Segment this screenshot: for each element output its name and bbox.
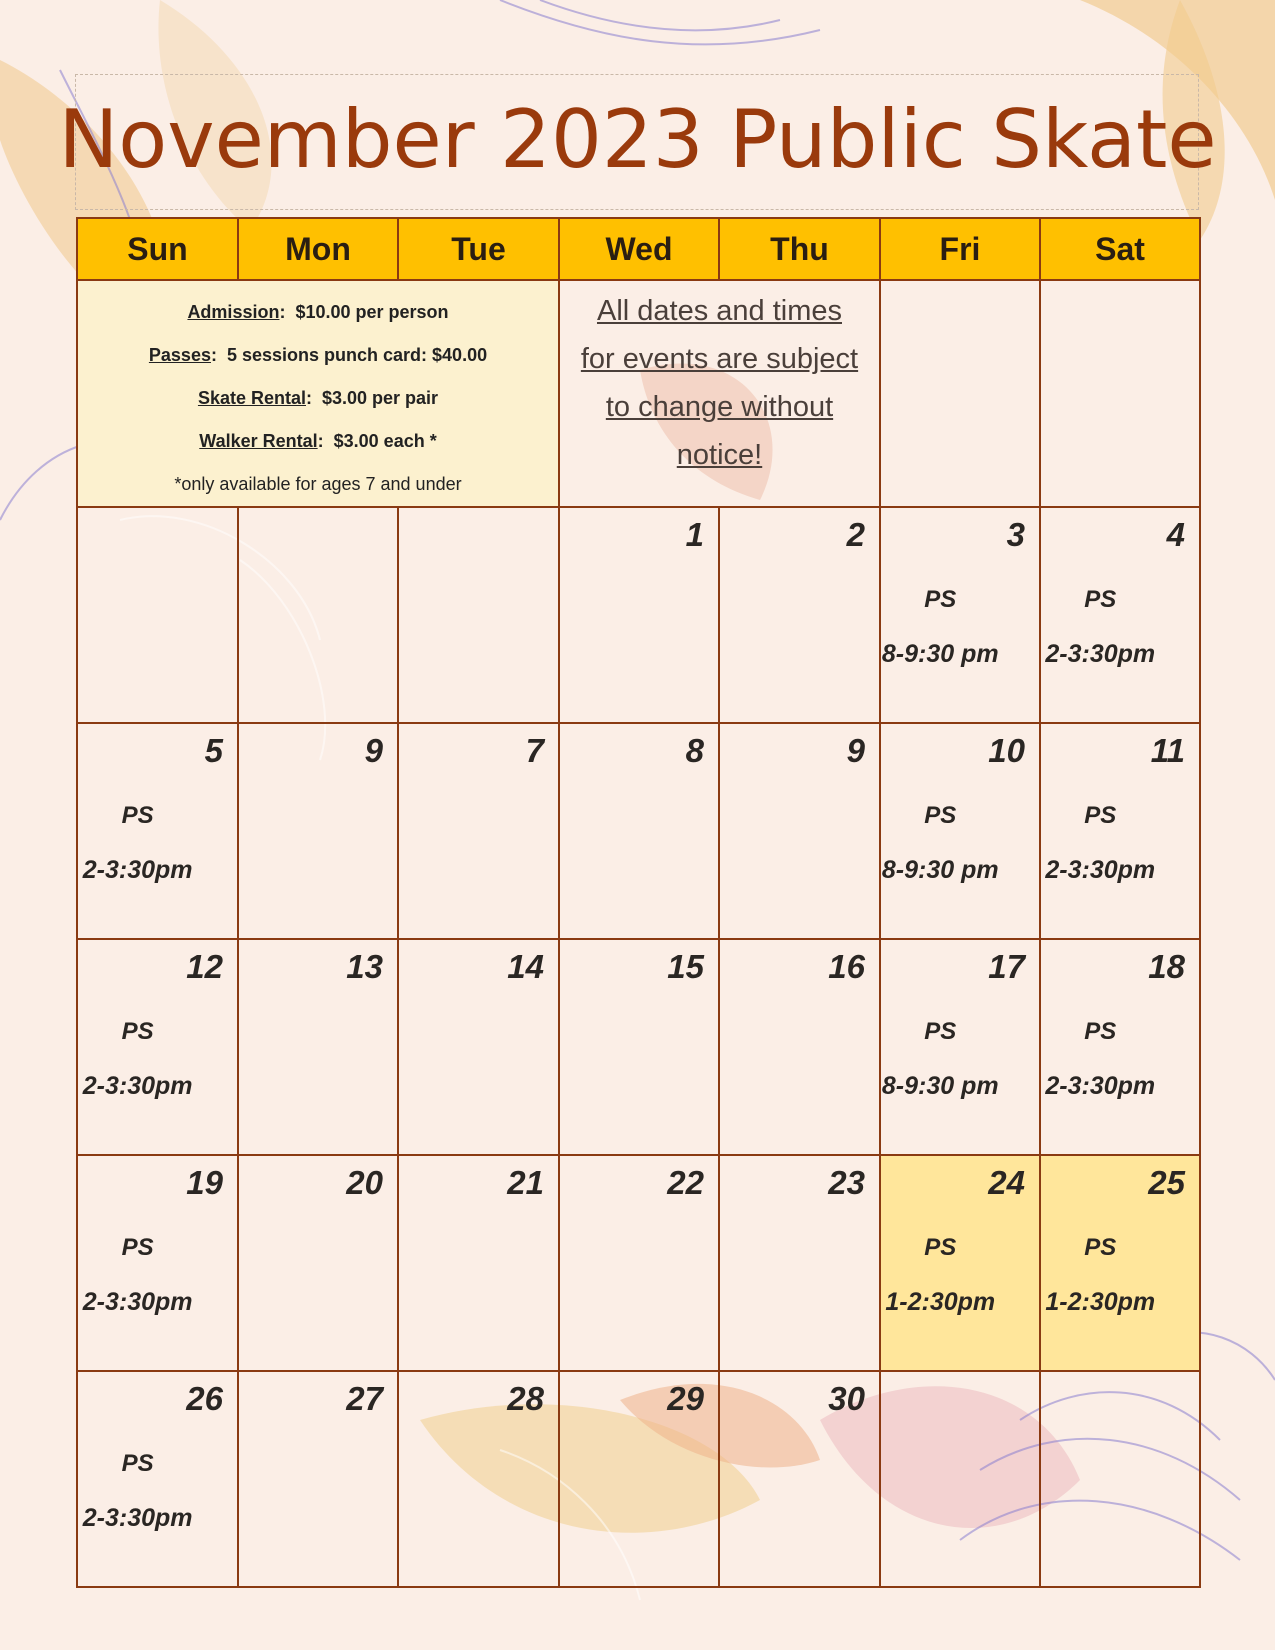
passes-line: Passes: 5 sessions punch card: $40.00 bbox=[148, 345, 488, 365]
day-cell bbox=[719, 939, 880, 1155]
day-cell bbox=[1040, 723, 1200, 939]
event-code: PS bbox=[924, 1234, 957, 1261]
event-code: PS bbox=[924, 586, 957, 613]
weekday-header: Wed bbox=[559, 218, 719, 280]
day-cell bbox=[238, 723, 398, 939]
event-code: PS bbox=[121, 1234, 154, 1261]
event-time: 2-3:30pm bbox=[82, 1504, 193, 1532]
week-row bbox=[77, 1371, 1200, 1587]
day-cell bbox=[559, 507, 719, 723]
event-time: 2-3:30pm bbox=[82, 1288, 193, 1316]
day-number: 5 bbox=[204, 732, 223, 769]
day-cell bbox=[77, 507, 238, 723]
day-number: 12 bbox=[186, 948, 223, 985]
week-row bbox=[77, 507, 1200, 723]
day-number: 9 bbox=[364, 732, 383, 769]
weekday-header-row bbox=[77, 218, 1200, 280]
day-number: 24 bbox=[988, 1164, 1025, 1201]
admission-value: $10.00 per person bbox=[295, 302, 449, 322]
day-cell bbox=[238, 1371, 398, 1587]
day-cell bbox=[880, 1155, 1040, 1371]
day-number: 29 bbox=[667, 1380, 704, 1417]
day-number: 23 bbox=[828, 1164, 865, 1201]
age-footnote: *only available for ages 7 and under bbox=[174, 474, 462, 494]
event-time: 1-2:30pm bbox=[1045, 1288, 1156, 1316]
weekday-header: Thu bbox=[719, 218, 880, 280]
admission-line: Admission: $10.00 per person bbox=[187, 302, 449, 322]
day-number: 8 bbox=[685, 732, 704, 769]
day-number: 16 bbox=[828, 948, 865, 985]
event-code: PS bbox=[1084, 1234, 1117, 1261]
event-time: 2-3:30pm bbox=[1045, 640, 1156, 668]
info-row bbox=[77, 280, 1200, 507]
day-cell bbox=[559, 1155, 719, 1371]
day-cell bbox=[398, 507, 559, 723]
event-time: 1-2:30pm bbox=[885, 1288, 996, 1316]
day-number: 7 bbox=[525, 732, 544, 769]
day-number: 18 bbox=[1148, 948, 1185, 985]
day-number: 2 bbox=[846, 516, 865, 553]
day-cell bbox=[880, 939, 1040, 1155]
day-number: 21 bbox=[507, 1164, 544, 1201]
day-number: 20 bbox=[346, 1164, 383, 1201]
page-title: November 2023 Public Skate bbox=[58, 93, 1217, 186]
event-time: 2-3:30pm bbox=[82, 1072, 193, 1100]
day-number: 10 bbox=[988, 732, 1025, 769]
day-cell bbox=[719, 507, 880, 723]
day-number: 17 bbox=[988, 948, 1025, 985]
walker-rental-value: $3.00 each * bbox=[333, 431, 437, 451]
day-cell bbox=[398, 1371, 559, 1587]
admission-label: Admission bbox=[187, 302, 280, 322]
weekday-header: Tue bbox=[398, 218, 559, 280]
passes-label: Passes bbox=[148, 345, 211, 365]
notice-line: for events are subject bbox=[580, 343, 859, 375]
event-time: 8-9:30 pm bbox=[881, 856, 999, 884]
skate-rental-label: Skate Rental bbox=[197, 388, 306, 408]
event-code: PS bbox=[924, 1018, 957, 1045]
notice-line: notice! bbox=[676, 439, 763, 471]
day-cell bbox=[559, 939, 719, 1155]
day-number: 3 bbox=[1006, 516, 1025, 553]
day-cell bbox=[559, 1371, 719, 1587]
empty-cell bbox=[880, 280, 1040, 507]
day-number: 14 bbox=[507, 948, 544, 985]
event-code: PS bbox=[121, 1018, 154, 1045]
day-cell bbox=[77, 723, 238, 939]
passes-value: 5 sessions punch card: $40.00 bbox=[226, 345, 488, 365]
skate-rental-value: $3.00 per pair bbox=[321, 388, 439, 408]
day-number: 26 bbox=[186, 1380, 223, 1417]
day-number: 4 bbox=[1166, 516, 1185, 553]
event-time: 2-3:30pm bbox=[82, 856, 193, 884]
day-cell bbox=[880, 723, 1040, 939]
walker-rental-line: Walker Rental: $3.00 each * bbox=[199, 431, 437, 451]
week-row bbox=[77, 723, 1200, 939]
day-number: 11 bbox=[1150, 732, 1185, 769]
day-cell bbox=[398, 1155, 559, 1371]
event-time: 8-9:30 pm bbox=[881, 640, 999, 668]
day-number: 25 bbox=[1148, 1164, 1185, 1201]
event-time: 8-9:30 pm bbox=[881, 1072, 999, 1100]
day-cell bbox=[77, 1155, 238, 1371]
event-code: PS bbox=[1084, 802, 1117, 829]
day-number: 9 bbox=[846, 732, 865, 769]
event-code: PS bbox=[1084, 586, 1117, 613]
day-cell bbox=[398, 723, 559, 939]
day-cell bbox=[238, 939, 398, 1155]
day-cell bbox=[1040, 1371, 1200, 1587]
notice-line: All dates and times bbox=[596, 295, 842, 327]
weekday-header: Fri bbox=[880, 218, 1040, 280]
calendar-grid bbox=[76, 217, 1201, 1588]
day-number: 30 bbox=[828, 1380, 865, 1417]
event-time: 2-3:30pm bbox=[1045, 1072, 1156, 1100]
day-cell bbox=[77, 1371, 238, 1587]
day-number: 15 bbox=[667, 948, 704, 985]
day-number: 1 bbox=[685, 516, 704, 553]
day-number: 28 bbox=[507, 1380, 544, 1417]
day-cell bbox=[880, 1371, 1040, 1587]
day-number: 27 bbox=[346, 1380, 383, 1417]
event-time: 2-3:30pm bbox=[1045, 856, 1156, 884]
day-cell bbox=[77, 939, 238, 1155]
notice-line: to change without bbox=[605, 391, 834, 423]
week-row bbox=[77, 939, 1200, 1155]
day-cell bbox=[880, 507, 1040, 723]
day-number: 13 bbox=[346, 948, 383, 985]
day-cell bbox=[398, 939, 559, 1155]
day-cell bbox=[238, 1155, 398, 1371]
weekday-header: Sun bbox=[77, 218, 238, 280]
day-cell bbox=[719, 1371, 880, 1587]
day-cell bbox=[559, 723, 719, 939]
pricing-info bbox=[77, 280, 559, 507]
day-cell bbox=[1040, 507, 1200, 723]
walker-rental-label: Walker Rental bbox=[199, 431, 318, 451]
event-code: PS bbox=[1084, 1018, 1117, 1045]
event-code: PS bbox=[121, 802, 154, 829]
day-cell bbox=[238, 507, 398, 723]
event-code: PS bbox=[121, 1450, 154, 1477]
week-row bbox=[77, 1155, 1200, 1371]
change-notice bbox=[559, 280, 880, 507]
day-number: 19 bbox=[186, 1164, 223, 1201]
weekday-header: Mon bbox=[238, 218, 398, 280]
weekday-header: Sat bbox=[1040, 218, 1200, 280]
day-cell bbox=[1040, 1155, 1200, 1371]
event-code: PS bbox=[924, 802, 957, 829]
day-cell bbox=[719, 723, 880, 939]
skate-rental-line: Skate Rental: $3.00 per pair bbox=[197, 388, 439, 408]
empty-cell bbox=[1040, 280, 1200, 507]
day-cell bbox=[1040, 939, 1200, 1155]
day-number: 22 bbox=[667, 1164, 704, 1201]
day-cell bbox=[719, 1155, 880, 1371]
